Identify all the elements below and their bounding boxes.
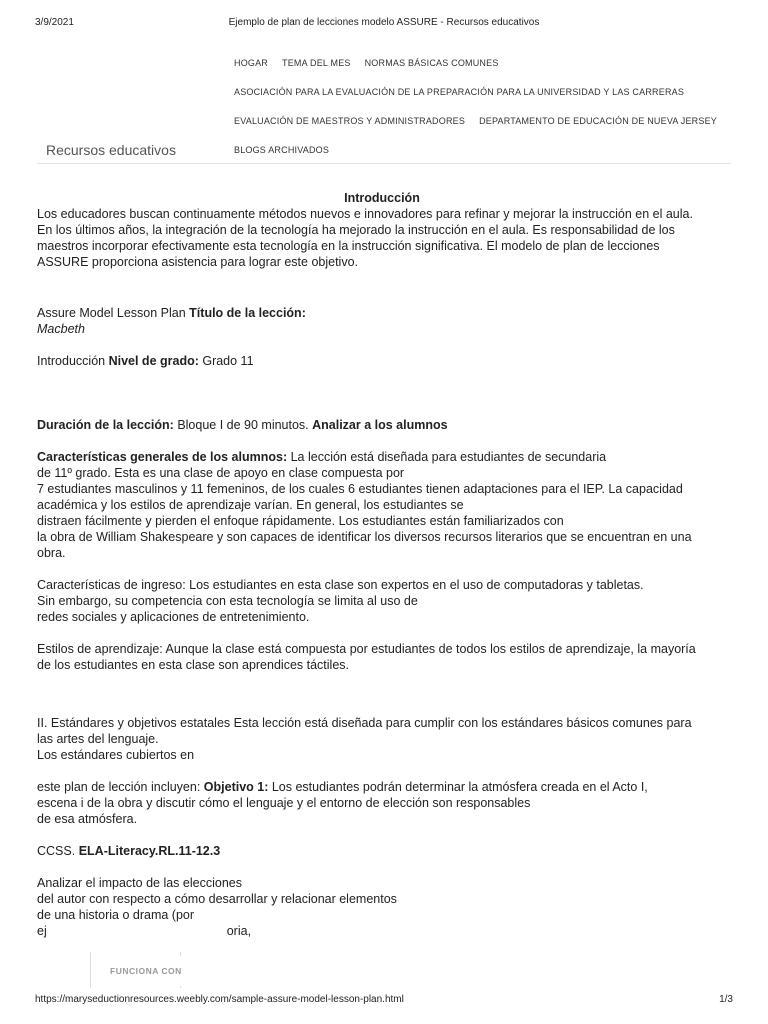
grade-level-block: Introducción Nivel de grado: Grado 11 (37, 354, 254, 368)
nav-link-hogar[interactable]: HOGAR (234, 58, 269, 68)
learning-styles-paragraph: Estilos de aprendizaje: Aunque la clase está compuesta por estudiantes de todos los estilos de aprendizaje, la mayoría de los estudiantes en esta clase son aprendices táctiles. (37, 642, 696, 672)
general-characteristics-paragraph: Características generales de los alumnos: La lección está diseñada para estudiantes de secundaria de 11º grado. Esta es una clase de apoyo en clase compuesta por 7 estudiantes masculinos y 11 femeninos, de los cuales 6 estudiantes tienen adaptaciones para el IEP. La capacidad académica y los estilos de aprendizaje varían. En general, los estudiantes se distraen fácilmente y pierden el enfoque rápidamente. Los estudiantes están familiarizados con la obra de William Shakespeare y son capaces de identificar los diversos recursos literarios que se encuentran en una obra. (37, 450, 692, 560)
ccss-standard-line: CCSS. ELA-Literacy.RL.11-12.3 (37, 844, 221, 858)
lesson-title-block: Assure Model Lesson Plan Título de la lección: Macbeth (37, 306, 306, 336)
standards-paragraph: II. Estándares y objetivos estatales Esta lección está diseñada para cumplir con los estándares básicos comunes para las artes del lenguaje. Los estándares cubiertos en (37, 716, 692, 762)
print-url: https://maryseductionresources.weebly.com/sample-assure-model-lesson-plan.html (35, 994, 404, 1005)
objective-paragraph: este plan de lección incluyen: Objetivo 1: Los estudiantes podrán determinar la atmósfera creada en el Acto I, escena i de la obra y discutir cómo el lenguaje y el entorno de elección son responsables de esa atmósfera. (37, 780, 648, 826)
powered-by-text: FUNCIONA CON (110, 966, 182, 976)
site-title[interactable]: Recursos educativos (46, 142, 176, 158)
nav-link-blogs-archivados[interactable]: BLOGS ARCHIVADOS (234, 145, 330, 155)
article-heading: Introducción (344, 191, 420, 205)
article-content (37, 190, 727, 939)
lesson-title-value: Macbeth (37, 322, 85, 336)
intro-paragraph: Los educadores buscan continuamente métodos nuevos e innovadores para refinar y mejorar la instrucción en el aula. En los últimos años, la integración de la tecnología ha mejorado la instrucción en el aula. Es responsabilidad de los maestros incorporar efectivamente esta tecnología en la instrucción significativa. El modelo de plan de lecciones ASSURE proporciona asistencia para lograr este objetivo. (37, 207, 693, 269)
nav-row-2 (234, 87, 684, 97)
nav-row-3 (234, 116, 717, 126)
nav-link-normas-basicas[interactable]: NORMAS BÁSICAS COMUNES (364, 58, 499, 68)
badge-divider-left (90, 952, 91, 988)
print-page-title: Ejemplo de plan de lecciones modelo ASSURE - Recursos educativos (228, 17, 540, 28)
nav-link-departamento-educacion[interactable]: DEPARTAMENTO DE EDUCACIÓN DE NUEVA JERSEY (479, 116, 717, 126)
print-date: 3/9/2021 (35, 17, 74, 28)
nav-row-1 (234, 58, 499, 68)
header-divider (37, 163, 731, 164)
print-page-number: 1/3 (719, 994, 733, 1005)
nav-link-asociacion[interactable]: ASOCIACIÓN PARA LA EVALUACIÓN DE LA PREPARACIÓN PARA LA UNIVERSIDAD Y LAS CARRERAS (234, 87, 685, 97)
print-header (35, 17, 733, 31)
nav-row-4 (234, 145, 329, 155)
nav-link-evaluacion-maestros[interactable]: EVALUACIÓN DE MAESTROS Y ADMINISTRADORES (234, 116, 466, 126)
analyze-paragraph: Analizar el impacto de las elecciones del autor con respecto a cómo desarrollar y relacionar elementos de una historia o drama (por ej oria, (37, 876, 397, 938)
powered-by-badge[interactable] (100, 956, 218, 986)
duration-block: Duración de la lección: Bloque I de 90 minutos. Analizar a los alumnos (37, 418, 448, 432)
print-footer (35, 994, 733, 1008)
entry-characteristics-paragraph: Características de ingreso: Los estudiantes en esta clase son expertos en el uso de computadoras y tabletas. Sin embargo, su competencia con esta tecnología se limita al uso de redes sociales y aplicaciones de entretenimiento. (37, 578, 644, 624)
nav-link-tema-del-mes[interactable]: TEMA DEL MES (282, 58, 351, 68)
